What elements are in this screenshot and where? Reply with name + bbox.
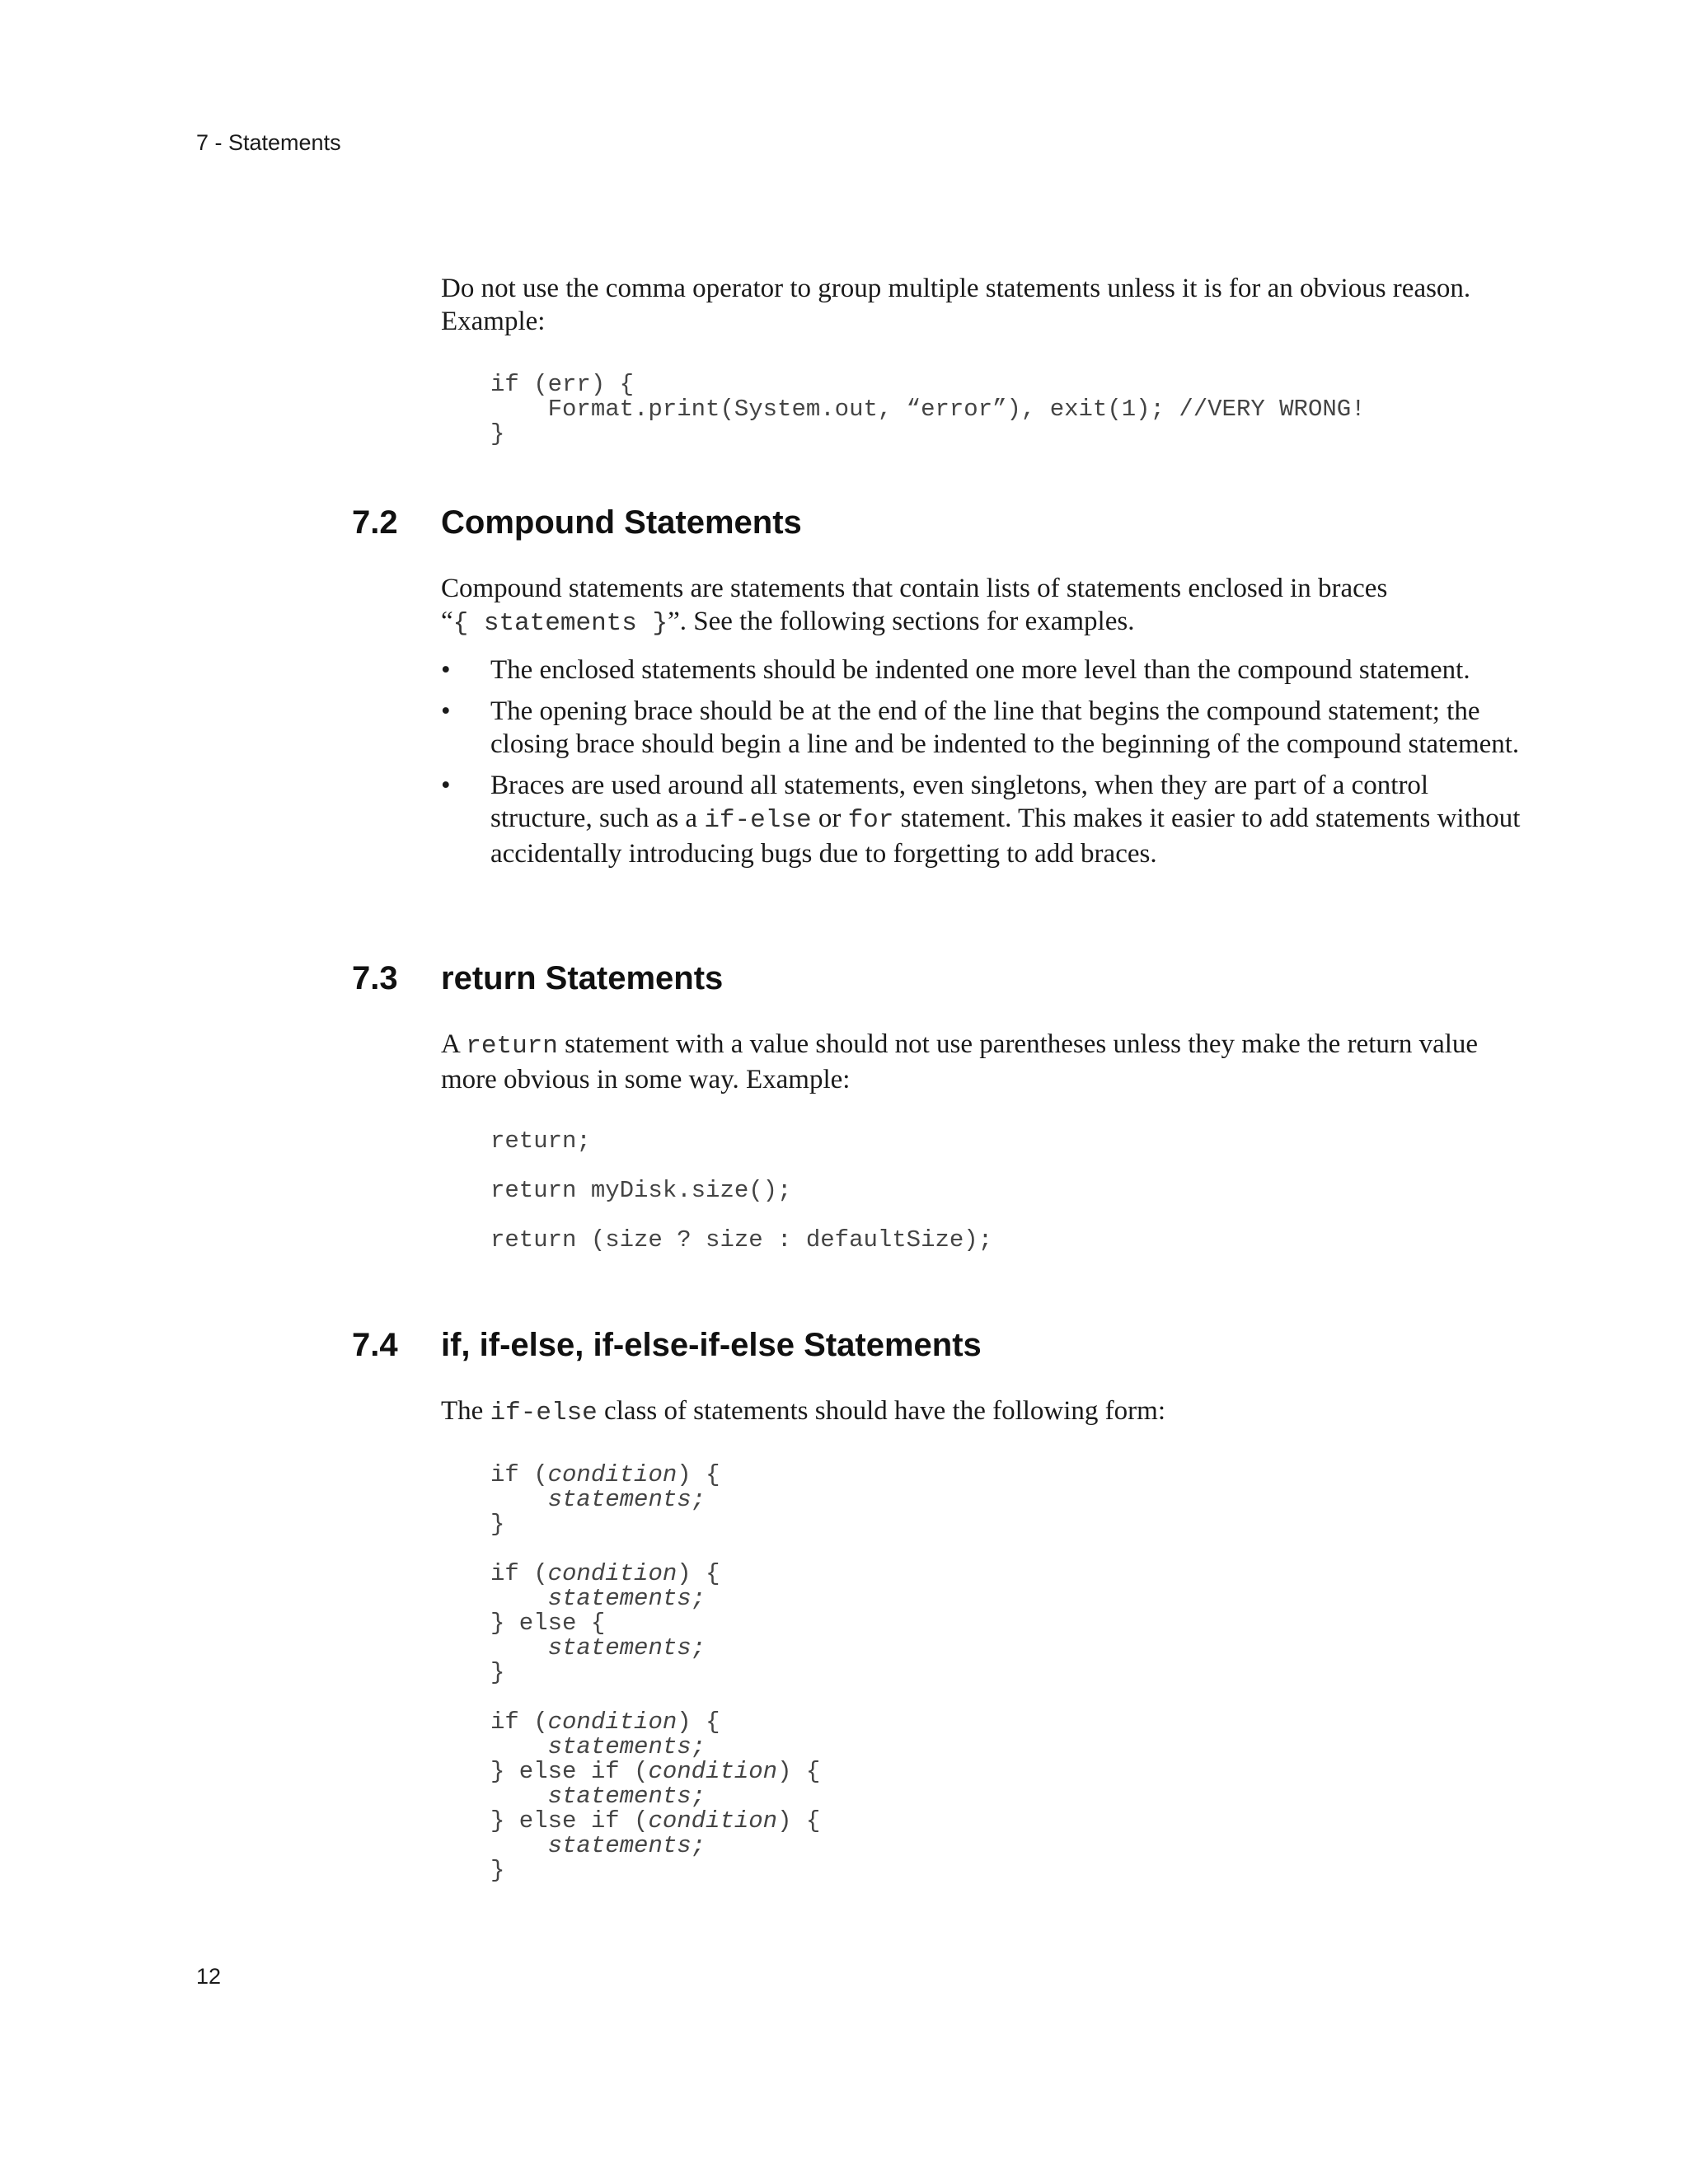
inline-code: { statements } xyxy=(452,609,668,638)
code-placeholder: statements; xyxy=(547,1733,706,1760)
section-title: if, if-else, if-else-if-else Statements xyxy=(441,1327,982,1363)
code-keyword: if ( xyxy=(490,1461,548,1488)
inline-code: for xyxy=(847,806,894,835)
paragraph-text: class of statements should have the following form: xyxy=(597,1396,1165,1426)
compound-intro-paragraph xyxy=(441,572,1529,640)
paragraph-text: Compound statements are statements that contain lists of statements enclosed in braces xyxy=(441,574,1388,603)
code-keyword: if ( xyxy=(490,1708,548,1736)
code-line: Format.print(System.out, “error”), exit(1); //VERY WRONG! xyxy=(490,396,1366,423)
return-code-block xyxy=(490,1129,992,1253)
inline-code: if-else xyxy=(704,806,812,835)
section-number: 7.3 xyxy=(352,960,398,996)
paragraph-text: A xyxy=(441,1029,467,1059)
bullet: • xyxy=(441,696,451,726)
paragraph-text: statement with a value should not use parentheses unless they make the return value more obvious in some way. Example: xyxy=(441,1029,1479,1094)
code-placeholder: condition xyxy=(547,1708,678,1736)
code-keyword: } else { xyxy=(490,1610,606,1637)
code-keyword: } else if ( xyxy=(490,1758,649,1785)
running-head: 7 - Statements xyxy=(196,130,341,155)
list-item-text: statement. This makes it easier to add statements without accidentally introducing bugs due to forgetting to add braces. xyxy=(490,804,1521,869)
section-heading-7-4 xyxy=(352,1327,982,1364)
code-placeholder: condition xyxy=(648,1758,778,1785)
section-heading-7-3 xyxy=(352,960,723,997)
code-keyword: ) { xyxy=(777,1758,821,1785)
list-item xyxy=(441,654,1529,687)
if-else-code-block xyxy=(490,1463,820,1883)
bullet: • xyxy=(441,655,451,685)
code-line: return; xyxy=(490,1127,591,1155)
code-placeholder: statements; xyxy=(547,1486,706,1513)
code-placeholder: statements; xyxy=(547,1832,706,1859)
section-number: 7.4 xyxy=(352,1327,398,1363)
compound-rules-list xyxy=(441,654,1529,879)
bullet: • xyxy=(441,771,451,800)
return-paragraph xyxy=(441,1028,1529,1096)
section-heading-7-2 xyxy=(352,504,802,541)
code-line: return myDisk.size(); xyxy=(490,1177,792,1204)
code-line: } xyxy=(490,420,505,448)
section-number: 7.2 xyxy=(352,504,398,541)
inline-code: if-else xyxy=(490,1399,598,1427)
code-keyword: ) { xyxy=(677,1560,720,1587)
section-title: Compound Statements xyxy=(441,504,802,541)
code-placeholder: condition xyxy=(547,1461,678,1488)
code-placeholder: condition xyxy=(547,1560,678,1587)
code-keyword: ) { xyxy=(677,1461,720,1488)
paragraph-text: The xyxy=(441,1396,490,1426)
intro-line-2: Example: xyxy=(441,307,546,336)
intro-code-block xyxy=(490,373,1366,447)
code-keyword: ) { xyxy=(677,1708,720,1736)
list-item-text: The enclosed statements should be indented one more level than the compound statement. xyxy=(490,655,1470,685)
list-item xyxy=(441,769,1529,870)
inline-code: return xyxy=(466,1032,558,1061)
code-line: if (err) { xyxy=(490,371,635,398)
code-keyword: } xyxy=(490,1857,505,1884)
code-keyword: } xyxy=(490,1659,505,1686)
paragraph-text: ”. See the following sections for examples. xyxy=(668,607,1135,636)
quote-open: “ xyxy=(441,607,453,636)
code-line: return (size ? size : defaultSize); xyxy=(490,1226,993,1254)
list-item-text: or xyxy=(811,804,848,833)
code-placeholder: statements; xyxy=(547,1634,706,1661)
section-title: return Statements xyxy=(441,960,724,996)
intro-line-1: Do not use the comma operator to group multiple statements unless it is for an obvious reason. xyxy=(441,274,1471,303)
code-placeholder: condition xyxy=(648,1807,778,1835)
code-placeholder: statements; xyxy=(547,1783,706,1810)
code-keyword: } else if ( xyxy=(490,1807,649,1835)
list-item-text: Braces are used around all statements, even singletons, when they are part of a control structure, such as a xyxy=(490,771,1429,833)
code-keyword: } xyxy=(490,1511,505,1538)
code-keyword: if ( xyxy=(490,1560,548,1587)
intro-paragraph xyxy=(441,272,1529,338)
list-item-text: The opening brace should be at the end of the line that begins the compound statement; the closing brace should begin a line and be indented to the beginning of the compound statement. xyxy=(490,696,1520,759)
page-number: 12 xyxy=(196,1964,222,1989)
code-placeholder: statements; xyxy=(547,1585,706,1612)
list-item xyxy=(441,695,1529,761)
code-keyword: ) { xyxy=(777,1807,821,1835)
if-else-paragraph xyxy=(441,1394,1529,1430)
